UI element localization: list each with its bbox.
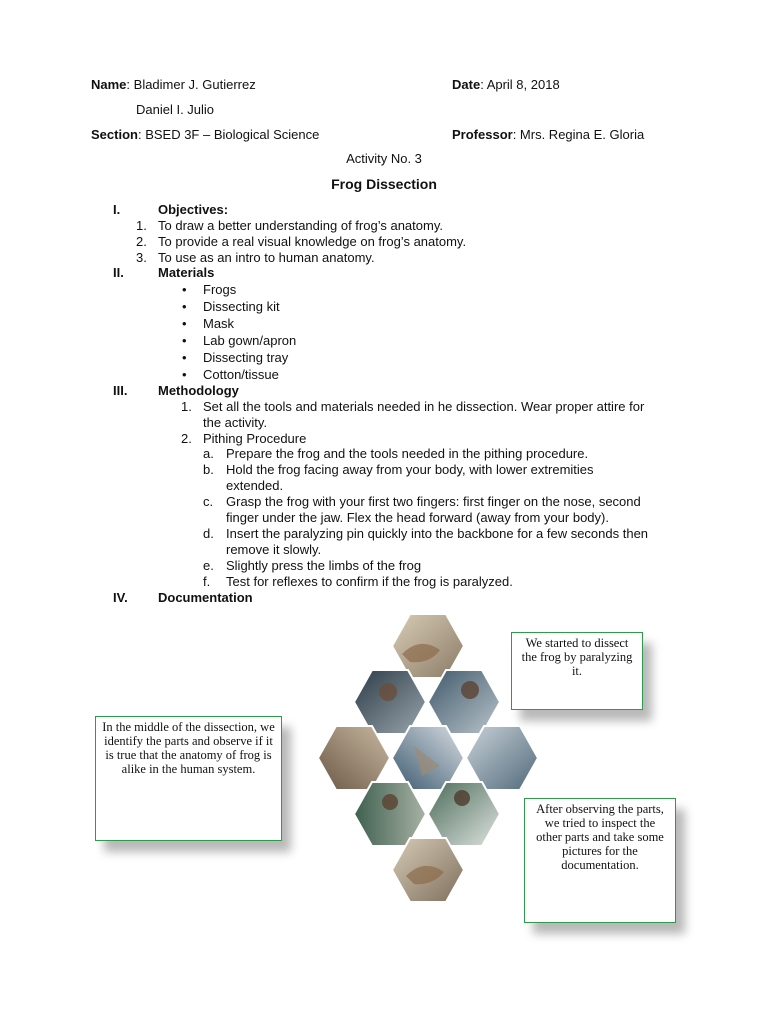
section-title-methodology: Methodology — [158, 383, 239, 398]
section-number-documentation: IV. — [113, 590, 128, 605]
collage-photo — [392, 726, 464, 790]
section-value: : BSED 3F – Biological Science — [137, 127, 320, 142]
professor-label: Professor — [452, 127, 513, 142]
method-step-1-line-2: the activity. — [203, 415, 268, 430]
substep-b-line-2: extended. — [226, 478, 284, 493]
list-letter: f. — [203, 574, 211, 589]
material-item: Dissecting tray — [203, 350, 289, 365]
collage-photo — [466, 726, 538, 790]
caption-top-right: We started to dissect the frog by paralyzing it. — [511, 632, 643, 710]
substep-d-line-2: remove it slowly. — [226, 542, 322, 557]
name-field — [91, 77, 256, 93]
caption-bottom-right: After observing the parts, we tried to inspect the other parts and take some pictures for the documentation. — [524, 798, 676, 923]
list-number: 1. — [181, 399, 192, 414]
method-step-2: Pithing Procedure — [203, 431, 307, 446]
section-title-objectives: Objectives: — [158, 202, 229, 217]
bullet-icon: • — [182, 333, 187, 348]
substep-c-line-1: Grasp the frog with your first two fingers: first finger on the nose, second — [226, 494, 641, 509]
page-title: Frog Dissection — [331, 176, 437, 192]
objective-item: To use as an intro to human anatomy. — [158, 250, 375, 265]
list-letter: a. — [203, 446, 214, 461]
list-letter: c. — [203, 494, 214, 509]
collage-photo — [392, 614, 464, 678]
date-value: : April 8, 2018 — [480, 77, 560, 92]
list-letter: e. — [203, 558, 214, 573]
section-title-documentation: Documentation — [158, 590, 253, 605]
bullet-icon: • — [182, 367, 187, 382]
collage-photo — [392, 838, 464, 902]
name-label: Name — [91, 77, 127, 92]
material-item: Dissecting kit — [203, 299, 280, 314]
collage-photo — [354, 670, 426, 734]
objective-item: To provide a real visual knowledge on frog’s anatomy. — [158, 234, 467, 249]
method-step-1-line-1: Set all the tools and materials needed in he dissection. Wear proper attire for — [203, 399, 645, 414]
substep-c-line-2: finger under the jaw. Flex the head forward (away from your body). — [226, 510, 609, 525]
material-item: Lab gown/apron — [203, 333, 297, 348]
substep-f: Test for reflexes to confirm if the frog is paralyzed. — [226, 574, 513, 589]
section-number-materials: II. — [113, 265, 124, 280]
list-letter: d. — [203, 526, 214, 541]
caption-left: In the middle of the dissection, we identify the parts and observe if it is true that the anatomy of frog is alike in the human system. — [95, 716, 282, 841]
substep-a: Prepare the frog and the tools needed in the pithing procedure. — [226, 446, 589, 461]
activity-number: Activity No. 3 — [346, 151, 422, 166]
professor-field — [452, 127, 644, 143]
section-label: Section — [91, 127, 138, 142]
list-number: 2. — [181, 431, 192, 446]
substep-b-line-1: Hold the frog facing away from your body, with lower extremities — [226, 462, 594, 477]
material-item: Mask — [203, 316, 235, 331]
section-field — [91, 127, 319, 143]
photo-collage — [310, 606, 540, 906]
objective-item: To draw a better understanding of frog’s anatomy. — [158, 218, 443, 233]
bullet-icon: • — [182, 316, 187, 331]
collage-photo — [318, 726, 390, 790]
list-number: 3. — [136, 250, 147, 265]
material-item: Cotton/tissue — [203, 367, 279, 382]
date-label: Date — [452, 77, 481, 92]
photo-collage-svg — [310, 606, 540, 906]
list-number: 2. — [136, 234, 147, 249]
collage-photo — [354, 782, 426, 846]
section-number-methodology: III. — [113, 383, 128, 398]
name-value: : Bladimer J. Gutierrez — [126, 77, 256, 92]
list-letter: b. — [203, 462, 214, 477]
material-item: Frogs — [203, 282, 237, 297]
section-number-objectives: I. — [113, 202, 121, 217]
substep-d-line-1: Insert the paralyzing pin quickly into the backbone for a few seconds then — [226, 526, 649, 541]
bullet-icon: • — [182, 350, 187, 365]
collage-photo — [428, 670, 500, 734]
professor-value: : Mrs. Regina E. Gloria — [512, 127, 645, 142]
bullet-icon: • — [182, 299, 187, 314]
substep-e: Slightly press the limbs of the frog — [226, 558, 422, 573]
date-field — [452, 77, 560, 93]
section-title-materials: Materials — [158, 265, 215, 280]
name-value-2: Daniel I. Julio — [136, 102, 215, 117]
collage-photo — [428, 782, 500, 846]
list-number: 1. — [136, 218, 147, 233]
bullet-icon: • — [182, 282, 187, 297]
